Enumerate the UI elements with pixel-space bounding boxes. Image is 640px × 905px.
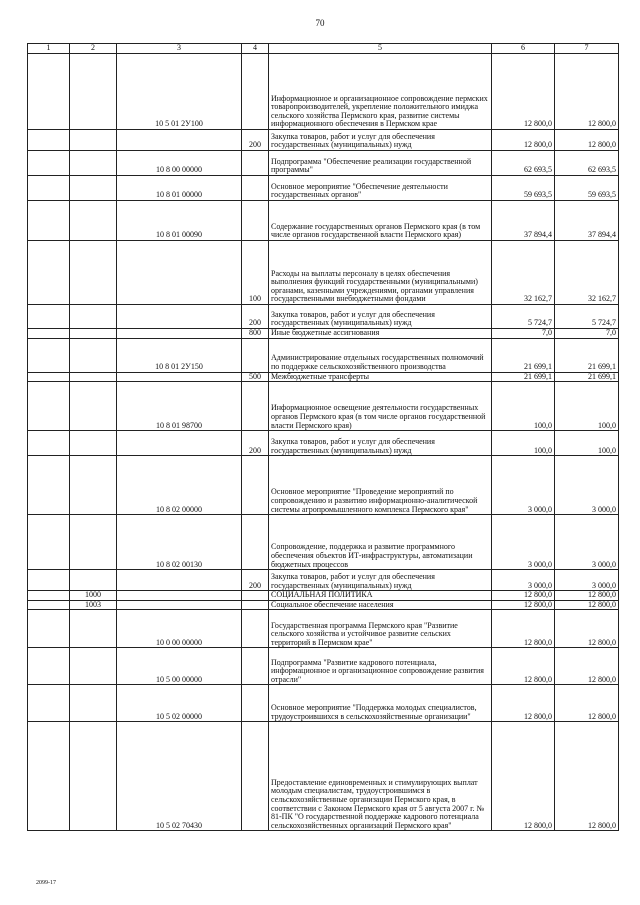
column-header-6: 6	[492, 44, 555, 54]
cell-subsection	[70, 685, 117, 722]
table-row	[28, 372, 619, 382]
cell-target-code	[117, 431, 242, 456]
cell-amount-2018: 59 693,5	[492, 176, 555, 201]
cell-section	[28, 338, 70, 372]
cell-amount-2018: 12 800,0	[492, 610, 555, 648]
cell-target-code: 10 5 00 00000	[117, 648, 242, 685]
table-row	[28, 382, 619, 431]
table-row	[28, 722, 619, 831]
cell-subsection	[70, 338, 117, 372]
cell-target-code	[117, 241, 242, 305]
cell-section	[28, 372, 70, 382]
cell-target-code	[117, 372, 242, 382]
cell-amount-2018: 12 800,0	[492, 54, 555, 130]
cell-section	[28, 685, 70, 722]
cell-expense-type	[242, 610, 269, 648]
cell-amount-2019: 100,0	[555, 382, 619, 431]
cell-expense-type	[242, 685, 269, 722]
cell-description: Информационное и организационное сопровождение пермских товаропроизводителей, укрепление положительного имиджа сельского хозяйства Пермского края, развитие системы информационного обеспечения в Пермском крае	[269, 54, 492, 130]
cell-target-code	[117, 305, 242, 329]
cell-amount-2018: 5 724,7	[492, 305, 555, 329]
cell-description: Основное мероприятие "Поддержка молодых специалистов, трудоустроившихся в сельскохозяйственные организации"	[269, 685, 492, 722]
cell-amount-2019: 5 724,7	[555, 305, 619, 329]
cell-description: Социальное обеспечение населения	[269, 600, 492, 610]
cell-expense-type: 200	[242, 305, 269, 329]
cell-expense-type	[242, 600, 269, 610]
cell-target-code: 10 8 02 00000	[117, 456, 242, 515]
cell-amount-2019: 59 693,5	[555, 176, 619, 201]
table-row	[28, 201, 619, 241]
cell-subsection: 1000	[70, 591, 117, 601]
table-row	[28, 456, 619, 515]
cell-section	[28, 382, 70, 431]
cell-amount-2019: 3 000,0	[555, 515, 619, 570]
cell-expense-type	[242, 151, 269, 176]
cell-description: СОЦИАЛЬНАЯ ПОЛИТИКА	[269, 591, 492, 601]
cell-expense-type	[242, 515, 269, 570]
table-row	[28, 329, 619, 339]
column-header-7: 7	[555, 44, 619, 54]
cell-target-code: 10 8 01 00000	[117, 176, 242, 201]
table-row	[28, 570, 619, 591]
cell-description: Закупка товаров, работ и услуг для обеспечения государственных (муниципальных) нужд	[269, 305, 492, 329]
cell-subsection	[70, 201, 117, 241]
column-header-5: 5	[269, 44, 492, 54]
cell-expense-type: 800	[242, 329, 269, 339]
cell-section	[28, 329, 70, 339]
cell-amount-2018: 37 894,4	[492, 201, 555, 241]
cell-target-code	[117, 591, 242, 601]
cell-amount-2018: 3 000,0	[492, 515, 555, 570]
cell-description: Содержание государственных органов Пермского края (в том числе органов государственной власти Пермского края)	[269, 201, 492, 241]
cell-subsection	[70, 570, 117, 591]
cell-section	[28, 201, 70, 241]
cell-expense-type	[242, 382, 269, 431]
cell-section	[28, 305, 70, 329]
cell-section	[28, 600, 70, 610]
cell-amount-2018: 7,0	[492, 329, 555, 339]
cell-amount-2019: 12 800,0	[555, 600, 619, 610]
cell-amount-2019: 3 000,0	[555, 570, 619, 591]
cell-target-code: 10 8 01 2У150	[117, 338, 242, 372]
cell-subsection	[70, 610, 117, 648]
cell-subsection	[70, 382, 117, 431]
table-row	[28, 151, 619, 176]
table-row	[28, 431, 619, 456]
cell-expense-type	[242, 722, 269, 831]
table-row	[28, 241, 619, 305]
cell-subsection	[70, 515, 117, 570]
cell-expense-type	[242, 648, 269, 685]
cell-subsection	[70, 456, 117, 515]
cell-amount-2019: 62 693,5	[555, 151, 619, 176]
table-row	[28, 130, 619, 151]
cell-section	[28, 130, 70, 151]
cell-expense-type: 200	[242, 570, 269, 591]
cell-description: Администрирование отдельных государственных полномочий по поддержке сельскохозяйственного производства	[269, 338, 492, 372]
column-header-1: 1	[28, 44, 70, 54]
cell-section	[28, 591, 70, 601]
cell-section	[28, 431, 70, 456]
cell-section	[28, 176, 70, 201]
cell-section	[28, 610, 70, 648]
cell-amount-2019: 12 800,0	[555, 610, 619, 648]
page-number: 70	[315, 18, 325, 28]
cell-amount-2019: 12 800,0	[555, 722, 619, 831]
cell-description: Закупка товаров, работ и услуг для обеспечения государственных (муниципальных) нужд	[269, 431, 492, 456]
cell-section	[28, 648, 70, 685]
cell-description: Государственная программа Пермского края "Развитие сельского хозяйства и устойчивое развитие сельских территорий в Пермском крае"	[269, 610, 492, 648]
cell-expense-type: 500	[242, 372, 269, 382]
cell-amount-2018: 100,0	[492, 382, 555, 431]
cell-expense-type: 200	[242, 431, 269, 456]
cell-amount-2019: 21 699,1	[555, 338, 619, 372]
cell-subsection	[70, 54, 117, 130]
table-row	[28, 685, 619, 722]
cell-amount-2018: 3 000,0	[492, 570, 555, 591]
table-row	[28, 600, 619, 610]
cell-amount-2018: 12 800,0	[492, 722, 555, 831]
cell-amount-2018: 100,0	[492, 431, 555, 456]
cell-amount-2018: 12 800,0	[492, 130, 555, 151]
cell-expense-type: 100	[242, 241, 269, 305]
cell-expense-type	[242, 176, 269, 201]
cell-subsection	[70, 329, 117, 339]
cell-amount-2018: 62 693,5	[492, 151, 555, 176]
cell-expense-type	[242, 338, 269, 372]
cell-expense-type	[242, 201, 269, 241]
cell-description: Межбюджетные трансферты	[269, 372, 492, 382]
cell-amount-2019: 37 894,4	[555, 201, 619, 241]
table-row	[28, 54, 619, 130]
cell-amount-2019: 7,0	[555, 329, 619, 339]
table-row	[28, 648, 619, 685]
cell-subsection	[70, 130, 117, 151]
cell-section	[28, 456, 70, 515]
cell-subsection	[70, 648, 117, 685]
cell-amount-2018: 12 800,0	[492, 600, 555, 610]
cell-section	[28, 515, 70, 570]
cell-amount-2018: 12 800,0	[492, 648, 555, 685]
cell-expense-type: 200	[242, 130, 269, 151]
cell-amount-2019: 3 000,0	[555, 456, 619, 515]
cell-amount-2018: 12 800,0	[492, 591, 555, 601]
cell-expense-type	[242, 456, 269, 515]
cell-expense-type	[242, 591, 269, 601]
cell-target-code: 10 8 00 00000	[117, 151, 242, 176]
cell-subsection	[70, 431, 117, 456]
cell-subsection	[70, 722, 117, 831]
cell-target-code	[117, 329, 242, 339]
cell-amount-2019: 12 800,0	[555, 130, 619, 151]
table-body	[28, 54, 619, 831]
cell-section	[28, 241, 70, 305]
cell-subsection	[70, 372, 117, 382]
cell-description: Иные бюджетные ассигнования	[269, 329, 492, 339]
cell-section	[28, 722, 70, 831]
cell-target-code	[117, 130, 242, 151]
cell-target-code: 10 8 01 00090	[117, 201, 242, 241]
cell-description: Предоставление единовременных и стимулирующих выплат молодым специалистам, трудоустроившимся в сельскохозяйственные организации Пермского края, в соответствии с Законом Пермского края от 5 августа 2007 г. № 81-ПК "О государственной поддержке кадрового потенциала сельскохозяйственных организаций Пермского края"	[269, 722, 492, 831]
cell-description: Сопровождение, поддержка и развитие программного обеспечения объектов ИТ-инфраструктуры, автоматизации бюджетных процессов	[269, 515, 492, 570]
cell-target-code	[117, 570, 242, 591]
cell-section	[28, 54, 70, 130]
cell-amount-2018: 21 699,1	[492, 338, 555, 372]
cell-description: Закупка товаров, работ и услуг для обеспечения государственных (муниципальных) нужд	[269, 570, 492, 591]
cell-amount-2019: 100,0	[555, 431, 619, 456]
budget-table	[27, 43, 619, 831]
column-header-2: 2	[70, 44, 117, 54]
table-row	[28, 591, 619, 601]
cell-description: Основное мероприятие "Проведение мероприятий по сопровождению и развитию информационно-аналитической системы агропромышленного комплекса Пермского края"	[269, 456, 492, 515]
table-row	[28, 610, 619, 648]
cell-amount-2019: 21 699,1	[555, 372, 619, 382]
header-row	[28, 44, 619, 54]
cell-subsection	[70, 305, 117, 329]
cell-subsection	[70, 176, 117, 201]
cell-amount-2019: 32 162,7	[555, 241, 619, 305]
cell-description: Подпрограмма "Развитие кадрового потенциала, информационное и организационное сопровождение развития отрасли"	[269, 648, 492, 685]
cell-amount-2018: 21 699,1	[492, 372, 555, 382]
table-header	[28, 44, 619, 54]
cell-section	[28, 570, 70, 591]
table-row	[28, 305, 619, 329]
cell-subsection: 1003	[70, 600, 117, 610]
table-row	[28, 338, 619, 372]
cell-amount-2019: 12 800,0	[555, 54, 619, 130]
cell-section	[28, 151, 70, 176]
cell-amount-2018: 3 000,0	[492, 456, 555, 515]
cell-target-code: 10 5 01 2У100	[117, 54, 242, 130]
cell-target-code: 10 0 00 00000	[117, 610, 242, 648]
cell-description: Основное мероприятие "Обеспечение деятельности государственных органов"	[269, 176, 492, 201]
cell-amount-2019: 12 800,0	[555, 648, 619, 685]
footer-code: 2099-17	[36, 880, 56, 886]
table-row	[28, 176, 619, 201]
cell-amount-2019: 12 800,0	[555, 591, 619, 601]
table-row	[28, 515, 619, 570]
cell-description: Расходы на выплаты персоналу в целях обеспечения выполнения функций государственными (муниципальными) органами, казенными учреждениями, органами управления государственными внебюджетными фондами	[269, 241, 492, 305]
column-header-3: 3	[117, 44, 242, 54]
cell-expense-type	[242, 54, 269, 130]
cell-target-code: 10 8 01 98700	[117, 382, 242, 431]
cell-target-code: 10 5 02 00000	[117, 685, 242, 722]
cell-amount-2018: 32 162,7	[492, 241, 555, 305]
cell-target-code: 10 5 02 70430	[117, 722, 242, 831]
cell-description: Закупка товаров, работ и услуг для обеспечения государственных (муниципальных) нужд	[269, 130, 492, 151]
cell-amount-2018: 12 800,0	[492, 685, 555, 722]
column-header-4: 4	[242, 44, 269, 54]
cell-target-code	[117, 600, 242, 610]
cell-target-code: 10 8 02 00130	[117, 515, 242, 570]
cell-subsection	[70, 151, 117, 176]
cell-amount-2019: 12 800,0	[555, 685, 619, 722]
cell-description: Подпрограмма "Обеспечение реализации государственной программы"	[269, 151, 492, 176]
cell-description: Информационное освещение деятельности государственных органов Пермского края (в том числе органов государственной власти Пермского края)	[269, 382, 492, 431]
cell-subsection	[70, 241, 117, 305]
